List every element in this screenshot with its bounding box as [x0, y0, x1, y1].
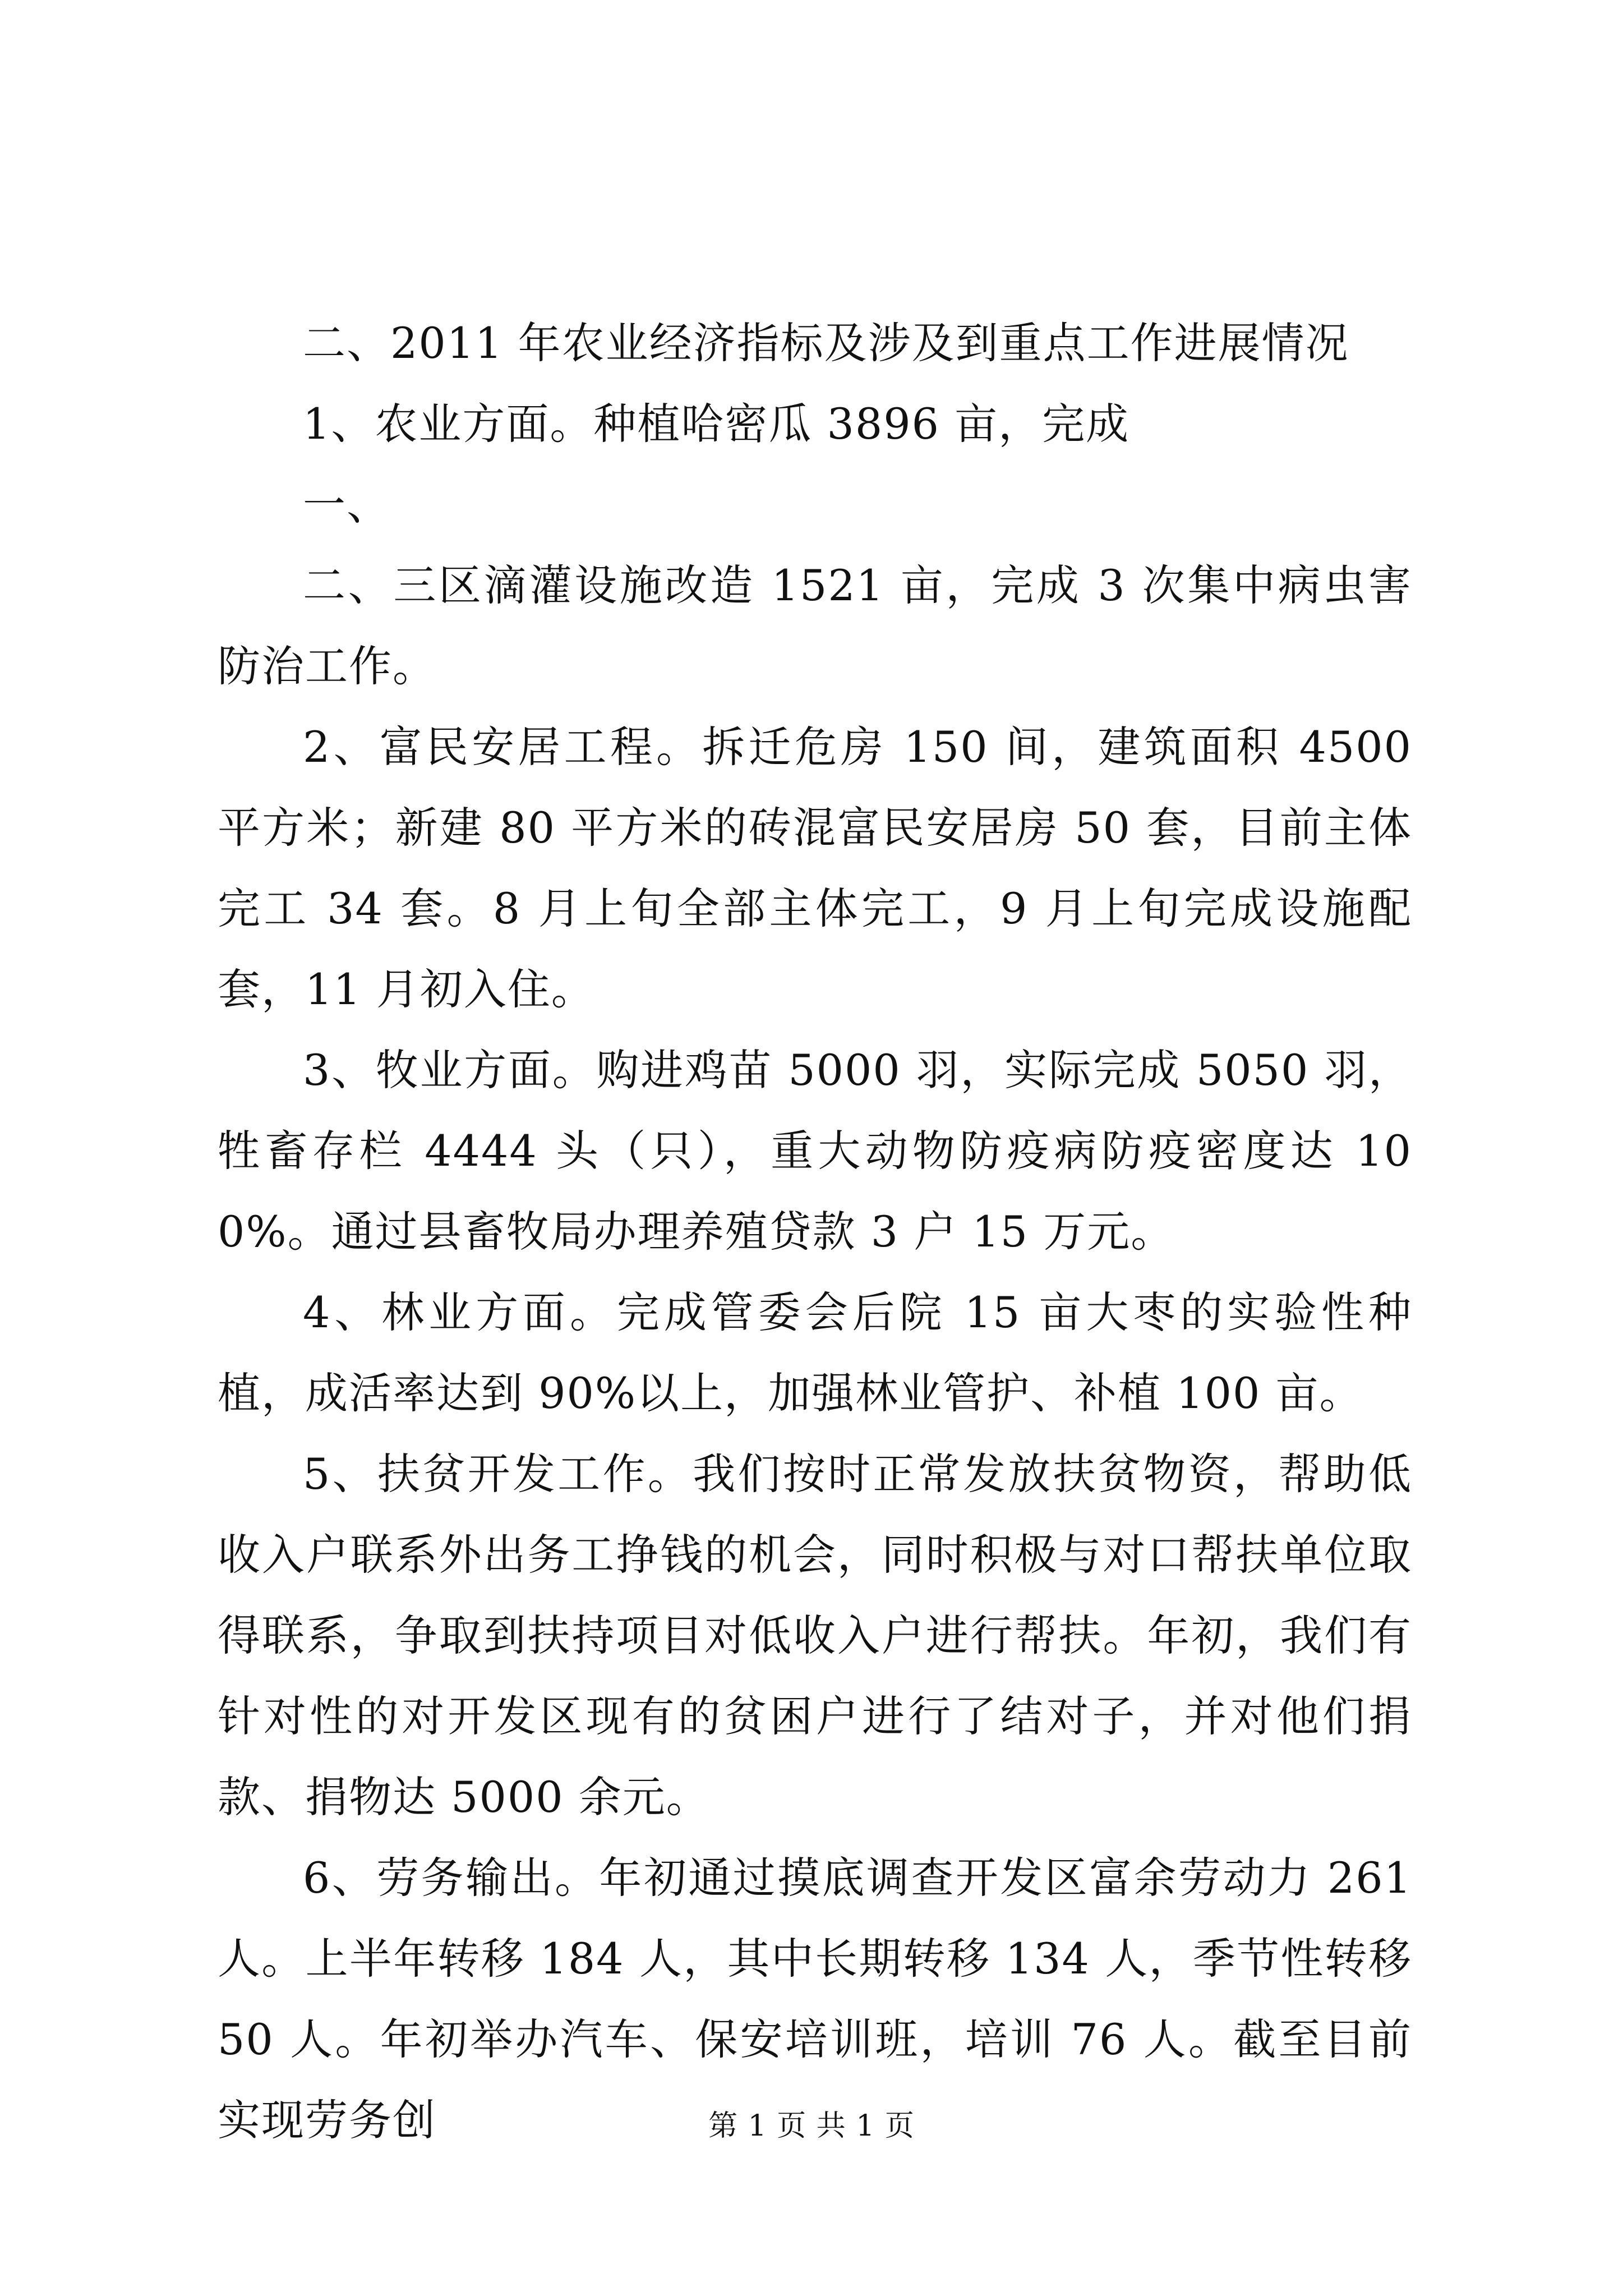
paragraph-forestry: 4、林业方面。完成管委会后院 15 亩大枣的实验性种植，成活率达到 90%以上，加强林业管护、补植 100 亩。	[218, 1287, 1412, 1418]
document-body	[218, 303, 1412, 2161]
paragraph-housing: 2、富民安居工程。拆迁危房 150 间，建筑面积 4500 平方米；新建 80 平方米的砖混富民安居房 50 套，目前主体完工 34 套。8 月上旬全部主体完工，9 月上旬完成设施配套，11 月初入住。	[218, 722, 1412, 1014]
paragraph-labor-export: 6、劳务输出。年初通过摸底调查开发区富余劳动力 261 人。上半年转移 184 人，其中长期转移 134 人，季节性转移 50 人。年初举办汽车、保安培训班，培训 76 人。截至目前实现劳务创	[218, 1853, 1412, 2145]
page-footer: 第 1 页 共 1 页	[708, 2109, 915, 2143]
paragraph-irrigation: 二、三区滴灌设施改造 1521 亩，完成 3 次集中病虫害防治工作。	[218, 560, 1412, 691]
section-heading: 二、2011 年农业经济指标及涉及到重点工作进展情况	[303, 318, 1349, 368]
paragraph-livestock: 3、牧业方面。购进鸡苗 5000 羽，实际完成 5050 羽，牲畜存栏 4444 头（只），重大动物防疫病防疫密度达 100%。通过县畜牧局办理养殖贷款 3 户 15 万元。	[218, 1045, 1412, 1257]
paragraph-fragment: 一、	[303, 480, 390, 530]
paragraph-agriculture: 1、农业方面。种植哈密瓜 3896 亩，完成	[303, 399, 1130, 449]
paragraph-poverty-relief: 5、扶贫开发工作。我们按时正常发放扶贫物资，帮助低收入户联系外出务工挣钱的机会，同时积极与对口帮扶单位取得联系，争取到扶持项目对低收入户进行帮扶。年初，我们有针对性的对开发区现有的贫困户进行了结对子，并对他们捐款、捐物达 5000 余元。	[218, 1449, 1412, 1822]
